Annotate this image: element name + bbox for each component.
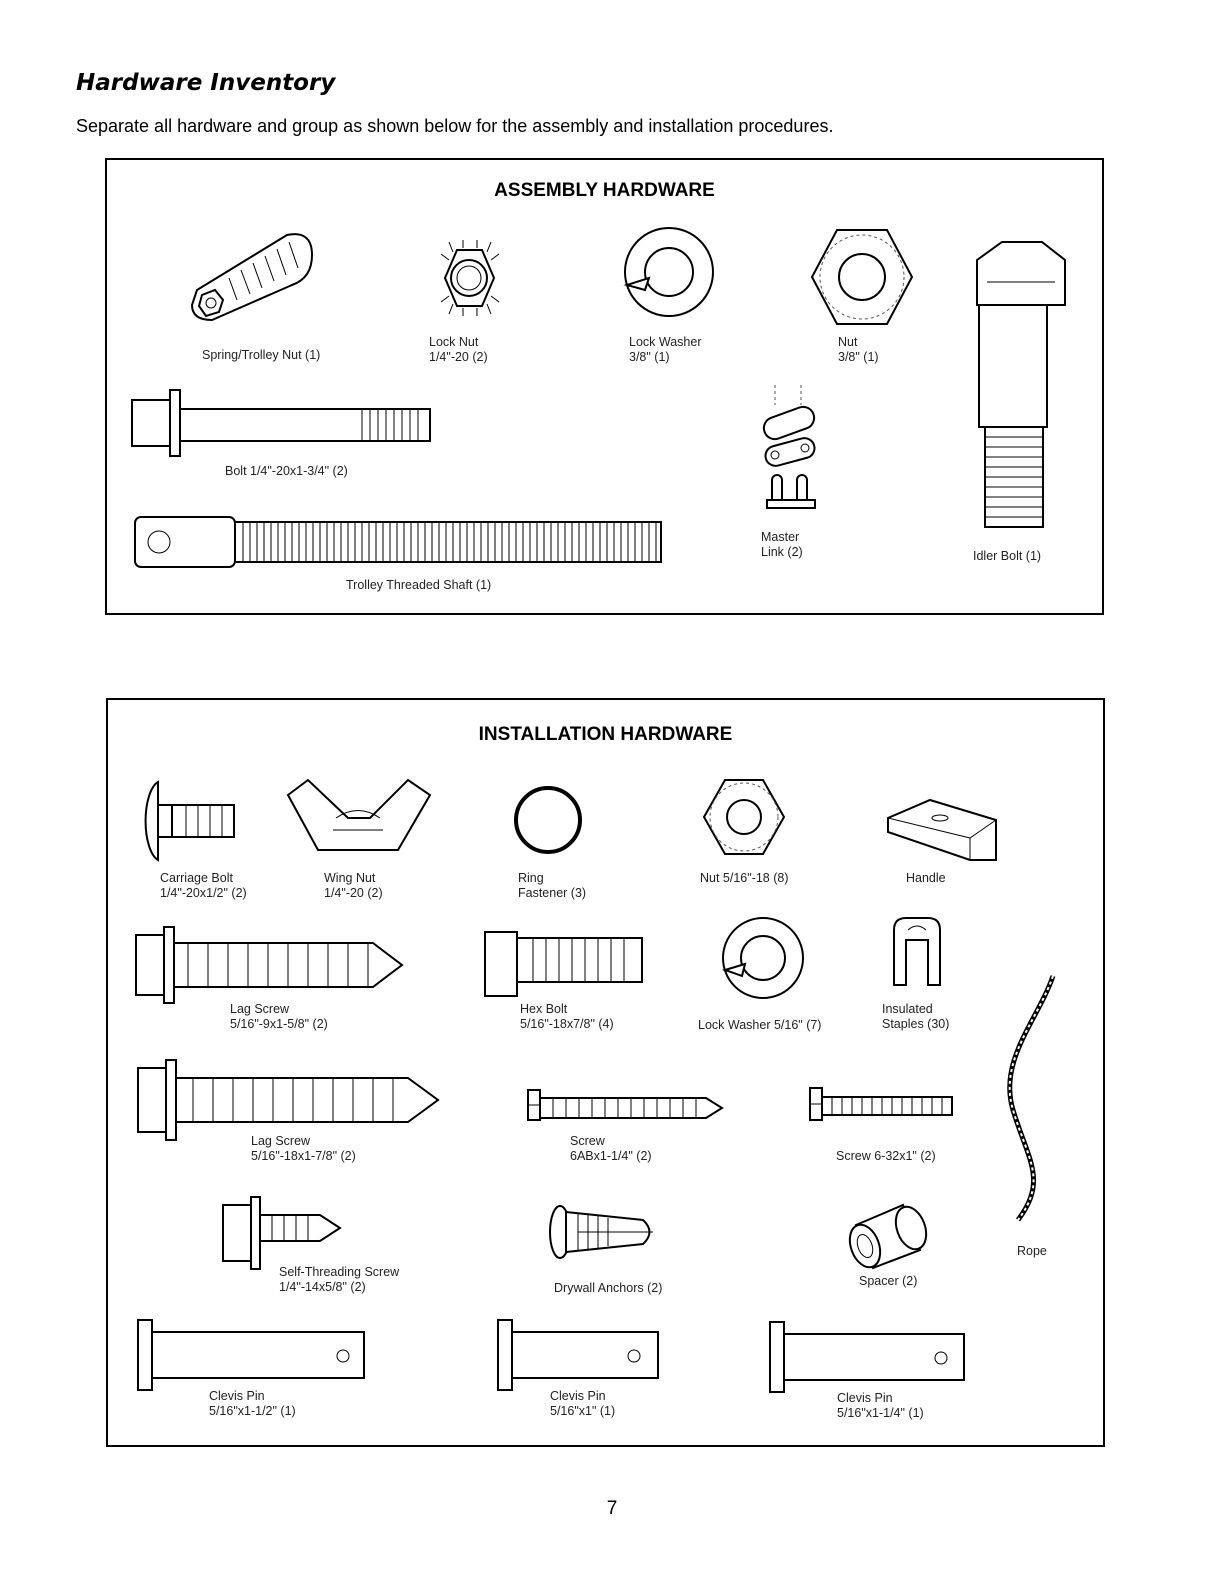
clevis-pin-3-illustration [770,1322,964,1392]
rope-illustration [1010,976,1053,1220]
label-clevis-pin-2: Clevis Pin 5/16"x1" (1) [550,1389,616,1418]
label-rope: Rope [1017,1244,1047,1258]
lag-screw-1-illustration [136,927,402,1003]
label-clevis-pin-3: Clevis Pin 5/16"x1-1/4" (1) [837,1391,924,1420]
ring-fastener-illustration [516,788,580,852]
label-clevis-pin-1: Clevis Pin 5/16"x1-1/2" (1) [209,1389,296,1418]
assembly-hardware-panel [105,158,1104,615]
bolt-illustration [132,390,430,456]
screw-6ab-illustration [528,1090,722,1120]
label-screw-6ab: Screw 6ABx1-1/4" (2) [570,1134,652,1163]
idler-bolt-illustration [977,242,1065,527]
installation-heading: INSTALLATION HARDWARE [478,724,733,745]
self-threading-screw-illustration [223,1197,340,1269]
assembly-heading: ASSEMBLY HARDWARE [494,180,715,201]
hex-bolt-illustration [485,932,642,996]
nut-5-16-illustration [704,780,784,854]
label-wing-nut: Wing Nut 1/4"-20 (2) [324,871,383,900]
label-trolley-threaded-shaft: Trolley Threaded Shaft (1) [346,578,492,592]
label-nut-5-16: Nut 5/16"-18 (8) [700,871,789,885]
label-spacer: Spacer (2) [859,1274,918,1288]
page-title: Hardware Inventory [76,70,336,96]
label-lock-washer: Lock Washer 3/8" (1) [629,335,702,364]
label-screw-6-32: Screw 6-32x1" (2) [836,1149,936,1163]
clevis-pin-1-illustration [138,1320,364,1390]
handle-illustration [888,800,996,860]
lock-nut-illustration [441,240,499,316]
clevis-pin-2-illustration [498,1320,658,1390]
nut-illustration [812,230,912,324]
label-bolt: Bolt 1/4"-20x1-3/4" (2) [225,464,348,478]
trolley-threaded-shaft-illustration [135,517,661,567]
label-insulated-staples: Insulated Staples (30) [882,1002,950,1031]
label-master-link: Master Link (2) [761,530,803,559]
label-hex-bolt: Hex Bolt 5/16"-18x7/8" (4) [520,1002,614,1031]
label-lock-washer-5-16: Lock Washer 5/16" (7) [698,1018,822,1032]
label-nut: Nut 3/8" (1) [838,335,879,364]
lag-screw-2-illustration [138,1060,438,1140]
label-carriage-bolt: Carriage Bolt 1/4"-20x1/2" (2) [160,871,247,900]
insulated-staples-illustration [894,918,940,985]
label-self-threading-screw: Self-Threading Screw 1/4"-14x5/8" (2) [279,1265,400,1294]
label-lag-screw-1: Lag Screw 5/16"-9x1-5/8" (2) [230,1002,328,1031]
installation-illustrations [108,700,1103,1445]
screw-6-32-illustration [810,1088,952,1120]
spacer-illustration [844,1203,931,1272]
installation-hardware-panel [106,698,1105,1447]
label-spring-trolley-nut: Spring/Trolley Nut (1) [202,348,321,362]
label-ring-fastener: Ring Fastener (3) [518,871,587,900]
assembly-illustrations [107,160,1102,613]
intro-text: Separate all hardware and group as shown below for the assembly and installation procedures. [76,116,834,136]
wing-nut-illustration [288,780,430,850]
label-idler-bolt: Idler Bolt (1) [973,549,1042,563]
carriage-bolt-illustration [146,782,234,860]
label-lock-nut: Lock Nut 1/4"-20 (2) [429,335,488,364]
label-lag-screw-2: Lag Screw 5/16"-18x1-7/8" (2) [251,1134,356,1163]
drywall-anchors-illustration [550,1206,653,1258]
master-link-illustration [761,385,817,508]
lock-washer-5-16-illustration [723,918,803,998]
page-number: 7 [606,1498,618,1519]
lock-washer-illustration [625,228,713,316]
label-handle: Handle [906,871,946,885]
spring-trolley-nut-illustration [192,234,312,320]
label-drywall-anchors: Drywall Anchors (2) [554,1281,663,1295]
